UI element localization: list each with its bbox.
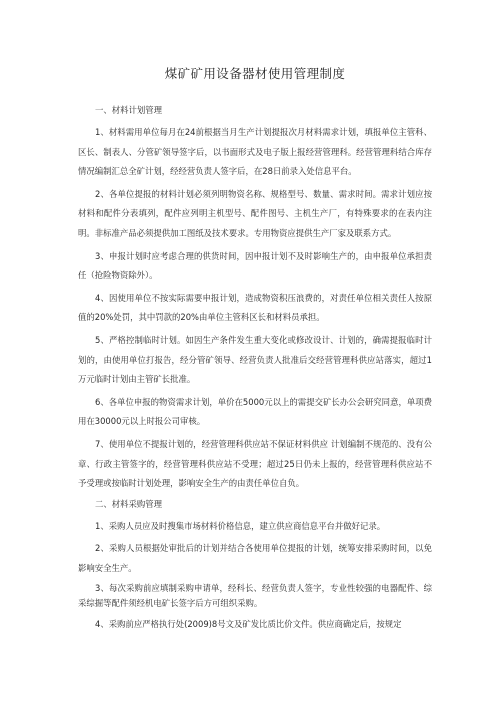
section-heading: 一、材料计划管理 [95, 105, 162, 115]
paragraph: 7、使用单位不提报计划的，经营管理科供应站不保证材料供应 计划编制不规范的、没有公章、行政主管签字的，经营管理科供应站不受理；超过25日仍未上报的，经营管理科供应站不予受理或按临时计划处理，影响安全生产的由责任单位自负。 [78, 438, 432, 489]
paragraph: 2、采购人员根据处审批后的计划并结合各使用单位提报的计划，统筹安排采购时间，以免影响安全生产。 [78, 543, 432, 573]
document-title: 煤矿矿用设备器材使用管理制度 [164, 66, 346, 81]
paragraph: 4、因使用单位不按实际需要申报计划，造成物资积压浪费的，对责任单位相关责任人按原值的20%处罚，其中罚款的20%由单位主管科区长和材料员承担。 [78, 292, 432, 323]
paragraph: 5、严格控制临时计划。如因生产条件发生重大变化或修改设计、计划的，确需提报临时计划的，由使用单位打报告，经分管矿领导、经营负责人批准后交经营管理科供应站落实，超过1万元临时计划由主管矿长批准。 [78, 334, 432, 385]
paragraph: 1、采购人员应及时搜集市场材料价格信息，建立供应商信息平台并做好记录。 [95, 520, 386, 531]
paragraph: 3、每次采购前应填制采购申请单，经科长、经营负责人签字，专业性较强的电器配件、综采综掘等配件须经机电矿长签字后方可组织采购。 [78, 583, 432, 608]
paragraph: 6、各单位申报的物资需求计划，单价在5000元以上的需提交矿长办公会研究同意，单项费用在30000元以上时报公司审核。 [78, 396, 432, 427]
section-heading: 二、材料采购管理 [95, 498, 162, 509]
paragraph: 1、材料需用单位每月在24前根据当月生产计划提报次月材料需求计划，填报单位主管科、区长、制表人、分管矿领导签字后，以书面形式及电子版上报经营管理科。经营管理科结合库存情况编制汇总全矿计划，经经营负责人签字后，在28日前录入处信息平台。 [78, 127, 432, 177]
paragraph: 2、各单位提报的材料计划必须列明物资名称、规格型号、数量、需求时间。需求计划应按材料和配件分表填列，配件应列明主机型号、配件图号、主机生产厂，有特殊要求的在表内注明。非标准产品必须提供加工图纸及技术要求。专用物资应提供生产厂家及联系方式。 [78, 188, 432, 238]
document-body [78, 103, 432, 635]
paragraph: 3、申报计划时应考虑合理的供货时间，因申报计划不及时影响生产的，由申报单位承担责任（抢险物资除外）。 [78, 250, 432, 281]
paragraph: 4、采购前应严格执行处(2009)8号文及矿发比质比价文件。供应商确定后，按规定 [95, 619, 402, 630]
